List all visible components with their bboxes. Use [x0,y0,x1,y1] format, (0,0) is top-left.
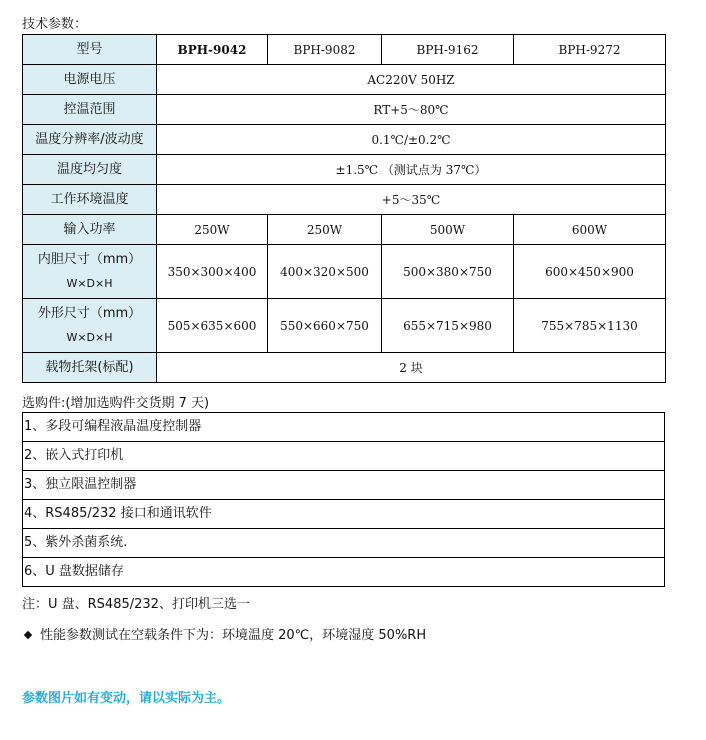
outer-size-label [23,299,157,353]
input-power-value: 250W [157,215,268,245]
outer-size-value: 550×660×750 [268,299,382,353]
table-row [23,95,666,125]
inner-size-value: 500×380×750 [382,245,514,299]
table-row [23,155,666,185]
option-item: 3、独立限温控制器 [23,471,665,500]
inner-size-value: 350×300×400 [157,245,268,299]
ambient-temp-label: 工作环境温度 [23,185,157,215]
inner-size-label [23,245,157,299]
table-row [23,65,666,95]
option-item: 2、嵌入式打印机 [23,442,665,471]
option-item: 4、RS485/232 接口和通讯软件 [23,500,665,529]
model-header-label: 型号 [23,35,157,65]
option-item: 6、U 盘数据储存 [23,558,665,587]
inner-size-sublabel: W×D×H [66,276,113,290]
resolution-value: 0.1℃/±0.2℃ [157,125,666,155]
table-row [23,500,665,529]
input-power-value: 600W [514,215,666,245]
outer-size-label-text: 外形尺寸（mm） [37,305,142,321]
table-row [23,215,666,245]
uniformity-label: 温度均匀度 [23,155,157,185]
model-name: BPH-9272 [514,35,666,65]
table-row [23,558,665,587]
model-name: BPH-9162 [382,35,514,65]
table-row [23,185,666,215]
uniformity-value: ±1.5℃ （测试点为 37℃） [157,155,666,185]
table-row [23,442,665,471]
outer-size-value: 505×635×600 [157,299,268,353]
model-name: BPH-9082 [268,35,382,65]
table-row [23,353,666,383]
resolution-label: 温度分辨率/波动度 [23,125,157,155]
spec-section-title: 技术参数： [22,17,88,32]
shelves-value: 2 块 [157,353,666,383]
input-power-label: 输入功率 [23,215,157,245]
table-row [23,299,666,353]
table-row [23,35,666,65]
table-row [23,245,666,299]
inner-size-label-text: 内胆尺寸（mm） [37,251,142,267]
test-condition-text: 性能参数测试在空载条件下为：环境温度 20℃，环境湿度 50%RH [40,628,427,643]
options-note: 注：U 盘、RS485/232、打印机三选一 [22,597,250,612]
shelves-label: 载物托架(标配) [23,353,157,383]
power-supply-value: AC220V 50HZ [157,65,666,95]
inner-size-value: 600×450×900 [514,245,666,299]
outer-size-value: 655×715×980 [382,299,514,353]
table-row [23,529,665,558]
spec-table [22,34,666,383]
table-row [23,125,666,155]
table-row [23,413,665,442]
outer-size-value: 755×785×1130 [514,299,666,353]
model-name: BPH-9042 [157,35,268,65]
temp-range-label: 控温范围 [23,95,157,125]
table-row [23,471,665,500]
option-item: 1、多段可编程液晶温度控制器 [23,413,665,442]
input-power-value: 500W [382,215,514,245]
outer-size-sublabel: W×D×H [66,330,113,344]
inner-size-value: 400×320×500 [268,245,382,299]
options-table [22,412,665,587]
test-condition-line [22,627,426,645]
disclaimer-text: 参数图片如有变动，请以实际为主。 [22,691,231,706]
options-title: 选购件:(增加选购件交货期 7 天) [22,396,210,411]
ambient-temp-value: +5～35℃ [157,185,666,215]
power-supply-label: 电源电压 [23,65,157,95]
temp-range-value: RT+5～80℃ [157,95,666,125]
diamond-bullet-icon [24,630,32,638]
option-item: 5、紫外杀菌系统. [23,529,665,558]
input-power-value: 250W [268,215,382,245]
